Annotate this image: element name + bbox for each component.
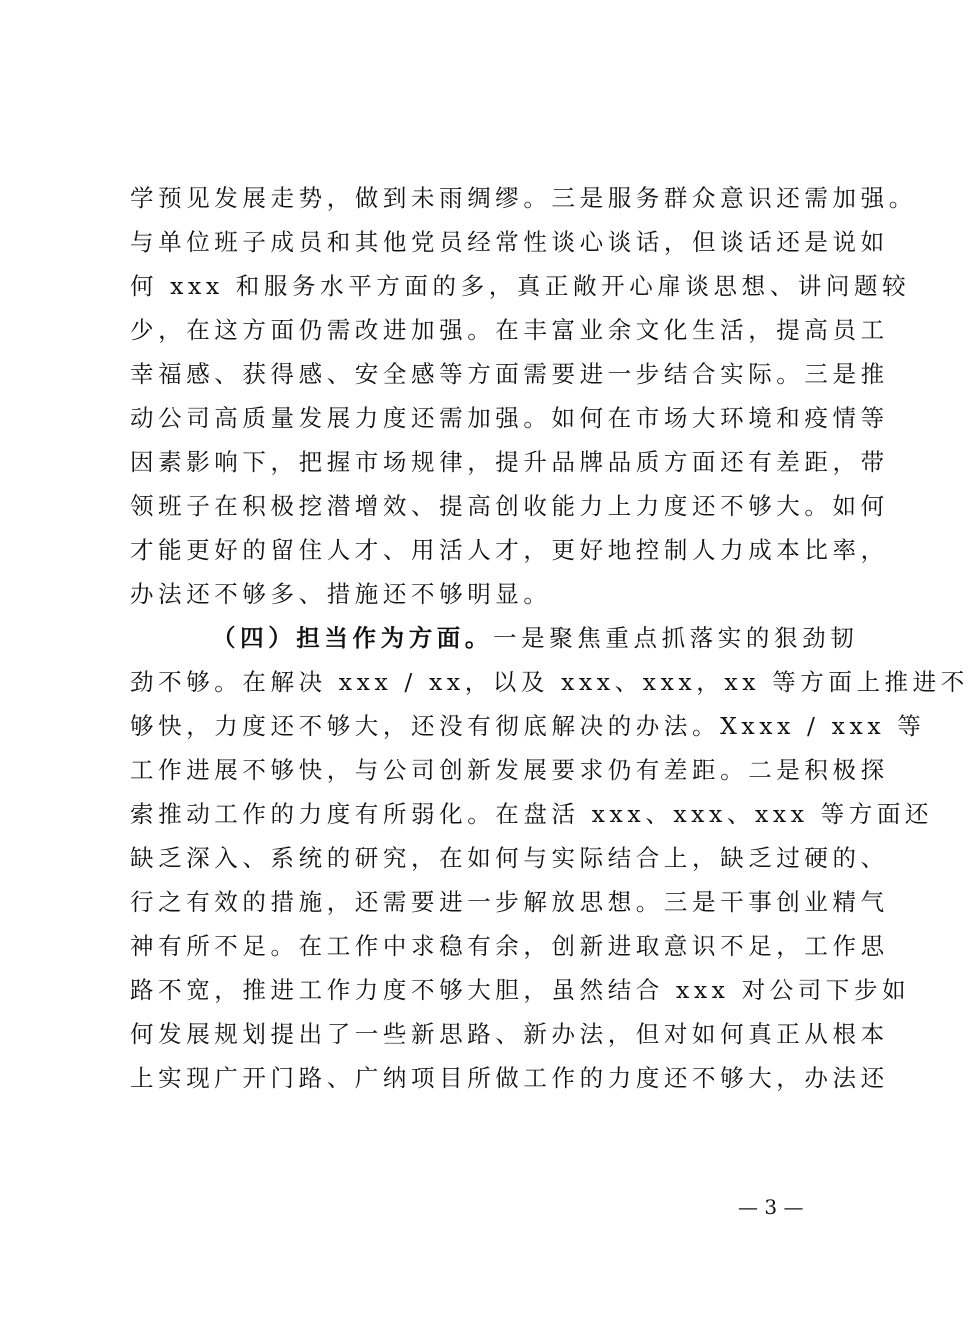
text-line: 索推动工作的力度有所弱化。在盘活 xxx、xxx、xxx 等方面还 (130, 800, 934, 828)
text-line: 神有所不足。在工作中求稳有余，创新进取意识不足，工作思 (130, 932, 889, 960)
text-line: 学预见发展走势，做到未雨绸缪。三是服务群众意识还需加强。 (130, 184, 917, 212)
text-line: 与单位班子成员和其他党员经常性谈心谈话，但谈话还是说如 (130, 228, 889, 256)
text-line: 行之有效的措施，还需要进一步解放思想。三是干事创业精气 (130, 888, 889, 916)
text-line: 办法还不够多、措施还不够明显。 (130, 580, 552, 608)
text-line: 领班子在积极挖潜增效、提高创收能力上力度还不够大。如何 (130, 492, 889, 520)
text-span: 一是聚焦重点抓落实的狠劲韧 (493, 624, 859, 652)
text-line: 劲不够。在解决 xxx / xx，以及 xxx、xxx，xx 等方面上推进不 (130, 668, 969, 696)
text-line: 动公司高质量发展力度还需加强。如何在市场大环境和疫情等 (130, 404, 889, 432)
text-line: 缺乏深入、系统的研究，在如何与实际结合上，缺乏过硬的、 (130, 844, 889, 872)
text-line: 何发展规划提出了一些新思路、新办法，但对如何真正从根本 (130, 1020, 889, 1048)
text-line: 何 xxx 和服务水平方面的多，真正敞开心扉谈思想、讲问题较 (130, 272, 911, 300)
text-line: 上实现广开门路、广纳项目所做工作的力度还不够大，办法还 (130, 1064, 889, 1092)
page-number: — 3 — (738, 1195, 804, 1219)
text-line: 工作进展不够快，与公司创新发展要求仍有差距。二是积极探 (130, 756, 889, 784)
text-line: 幸福感、获得感、安全感等方面需要进一步结合实际。三是推 (130, 360, 889, 388)
text-line: 少，在这方面仍需改进加强。在丰富业余文化生活，提高员工 (130, 316, 889, 344)
paragraph-first-line (212, 618, 859, 658)
text-line: 才能更好的留住人才、用活人才，更好地控制人力成本比率， (130, 536, 889, 564)
text-line: 因素影响下，把握市场规律，提升品牌品质方面还有差距，带 (130, 448, 889, 476)
text-line: 够快，力度还不够大，还没有彻底解决的办法。Xxxx / xxx 等 (130, 712, 926, 740)
text-line: 路不宽，推进工作力度不够大胆，虽然结合 xxx 对公司下步如 (130, 976, 911, 1004)
section-heading: （四）担当作为方面。 (212, 624, 493, 652)
